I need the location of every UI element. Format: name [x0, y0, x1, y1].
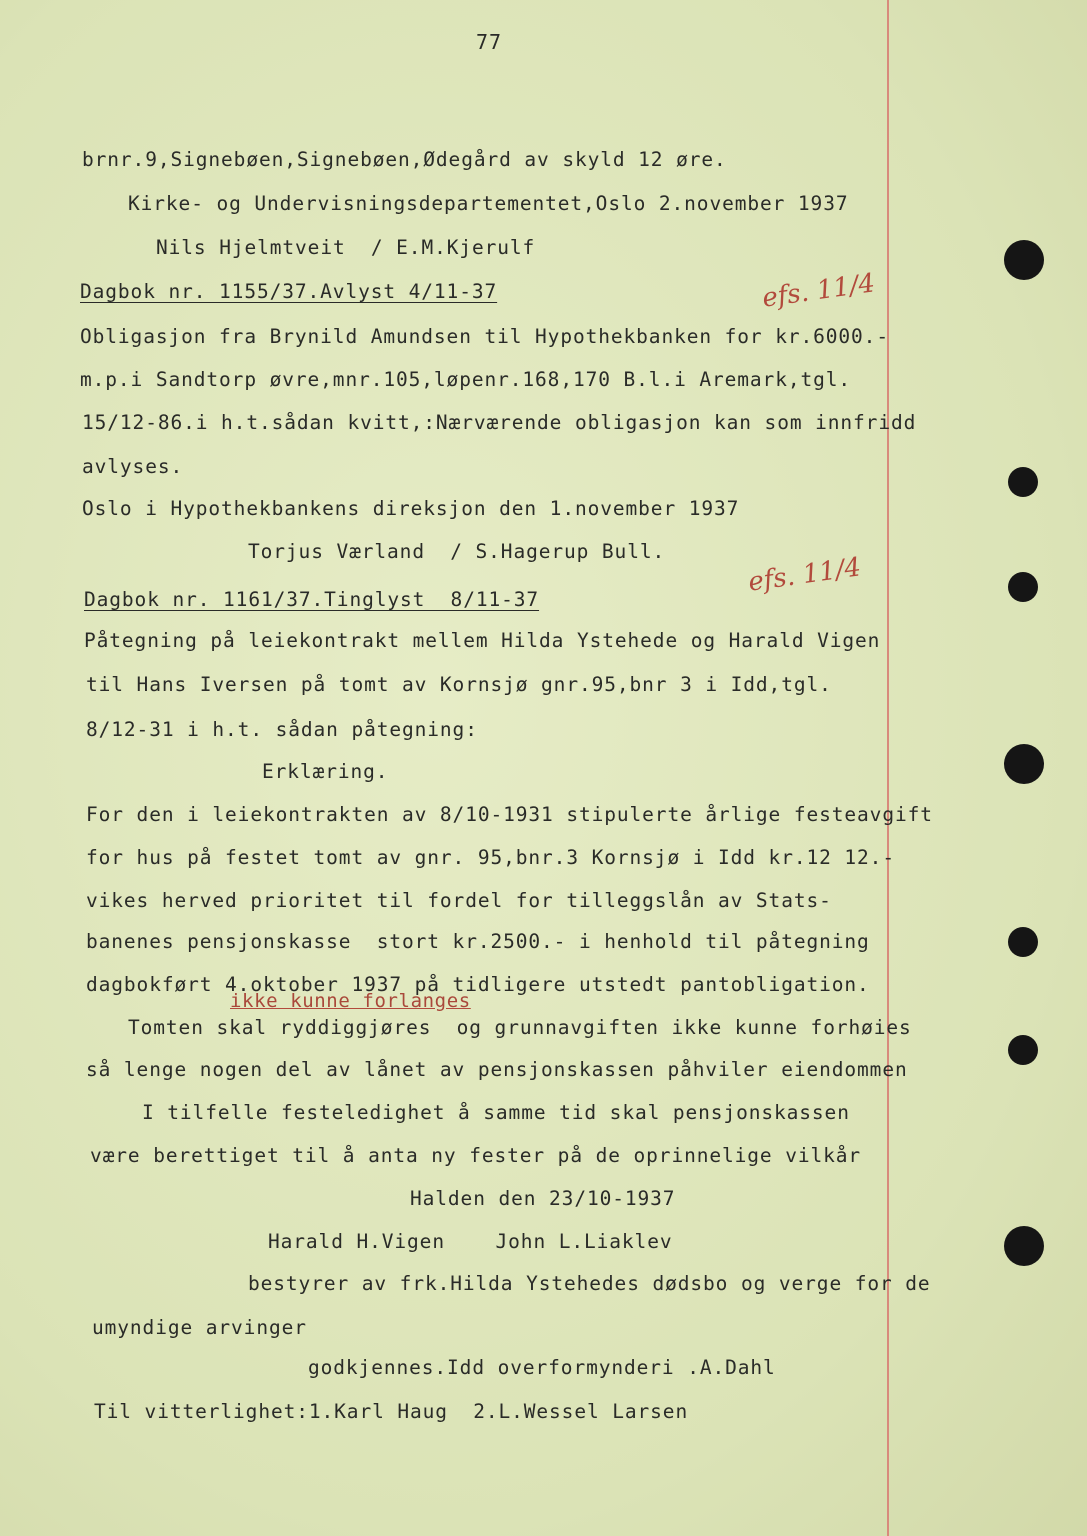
dagbok-heading-1: Dagbok nr. 1155/37.Avlyst 4/11-37 — [80, 280, 498, 303]
text-line-6: m.p.i Sandtorp øvre,mnr.105,løpenr.168,170 B.l.i Aremark,tgl. — [80, 368, 852, 391]
text-line-17: for hus på festet tomt av gnr. 95,bnr.3 Kornsjø i Idd kr.12 12.- — [86, 846, 895, 869]
page-number: 77 — [476, 30, 502, 54]
red-margin-line — [887, 0, 889, 1536]
text-line-14: 8/12-31 i h.t. sådan påtegning: — [86, 718, 478, 741]
punch-hole-3 — [1008, 572, 1038, 602]
text-line-18: vikes herved prioritet til fordel for tilleggslån av Stats- — [86, 889, 832, 912]
text-line-30: Til vitterlighet:1.Karl Haug 2.L.Wessel Larsen — [94, 1400, 689, 1423]
text-line-2: Kirke- og Undervisningsdepartementet,Oslo 2.november 1937 — [128, 192, 849, 215]
punch-hole-1 — [1004, 240, 1044, 280]
text-line-29: godkjennes.Idd overformynderi .A.Dahl — [308, 1356, 776, 1379]
text-line-24: være berettiget til å anta ny fester på de oprinnelige vilkår — [90, 1144, 862, 1167]
handwritten-mark-1: efs. 11/4 — [760, 268, 877, 314]
text-line-5: Obligasjon fra Brynild Amundsen til Hypothekbanken for kr.6000.- — [80, 325, 889, 348]
text-line-27: bestyrer av frk.Hilda Ystehedes dødsbo og verge for de — [248, 1272, 931, 1295]
text-line-3: Nils Hjelmtveit / E.M.Kjerulf — [156, 236, 536, 259]
punch-hole-4 — [1004, 744, 1044, 784]
dagbok-heading-2: Dagbok nr. 1161/37.Tinglyst 8/11-37 — [84, 588, 540, 611]
erklaering-heading: Erklæring. — [262, 760, 389, 783]
handwritten-mark-2: efs. 11/4 — [746, 552, 863, 598]
punch-hole-2 — [1008, 467, 1038, 497]
handwritten-insertion: ikke kunne forlanges — [230, 990, 471, 1012]
text-line-13: til Hans Iversen på tomt av Kornsjø gnr.95,bnr 3 i Idd,tgl. — [86, 673, 832, 696]
text-line-10: Torjus Værland / S.Hagerup Bull. — [248, 540, 666, 563]
punch-hole-6 — [1008, 1035, 1038, 1065]
text-line-7: 15/12-86.i h.t.sådan kvitt,:Nærværende obligasjon kan som innfridd — [82, 411, 917, 434]
signature-line: Harald H.Vigen John L.Liaklev — [268, 1230, 673, 1253]
text-line-21: Tomten skal ryddiggjøres og grunnavgiften ikke kunne forhøies — [128, 1016, 912, 1039]
text-line-9: Oslo i Hypothekbankens direksjon den 1.november 1937 — [82, 497, 740, 520]
text-line-16: For den i leiekontrakten av 8/10-1931 stipulerte årlige festeavgift — [86, 803, 933, 826]
text-line-20: dagbokført 4.oktober 1937 på tidligere utstedt pantobligation. — [86, 973, 870, 996]
text-line-25: Halden den 23/10-1937 — [410, 1187, 676, 1210]
text-line-19: banenes pensjonskasse stort kr.2500.- i henhold til påtegning — [86, 930, 870, 953]
punch-hole-5 — [1008, 927, 1038, 957]
punch-hole-7 — [1004, 1226, 1044, 1266]
text-line-28: umyndige arvinger — [92, 1316, 307, 1339]
text-line-12: Påtegning på leiekontrakt mellem Hilda Ystehede og Harald Vigen — [84, 629, 881, 652]
text-line-22: så lenge nogen del av lånet av pensjonskassen påhviler eiendommen — [86, 1058, 908, 1081]
text-line-1: brnr.9,Signebøen,Signebøen,Ødegård av skyld 12 øre. — [82, 148, 727, 171]
text-line-23: I tilfelle festeledighet å samme tid skal pensjonskassen — [142, 1101, 850, 1124]
text-line-8: avlyses. — [82, 455, 184, 478]
